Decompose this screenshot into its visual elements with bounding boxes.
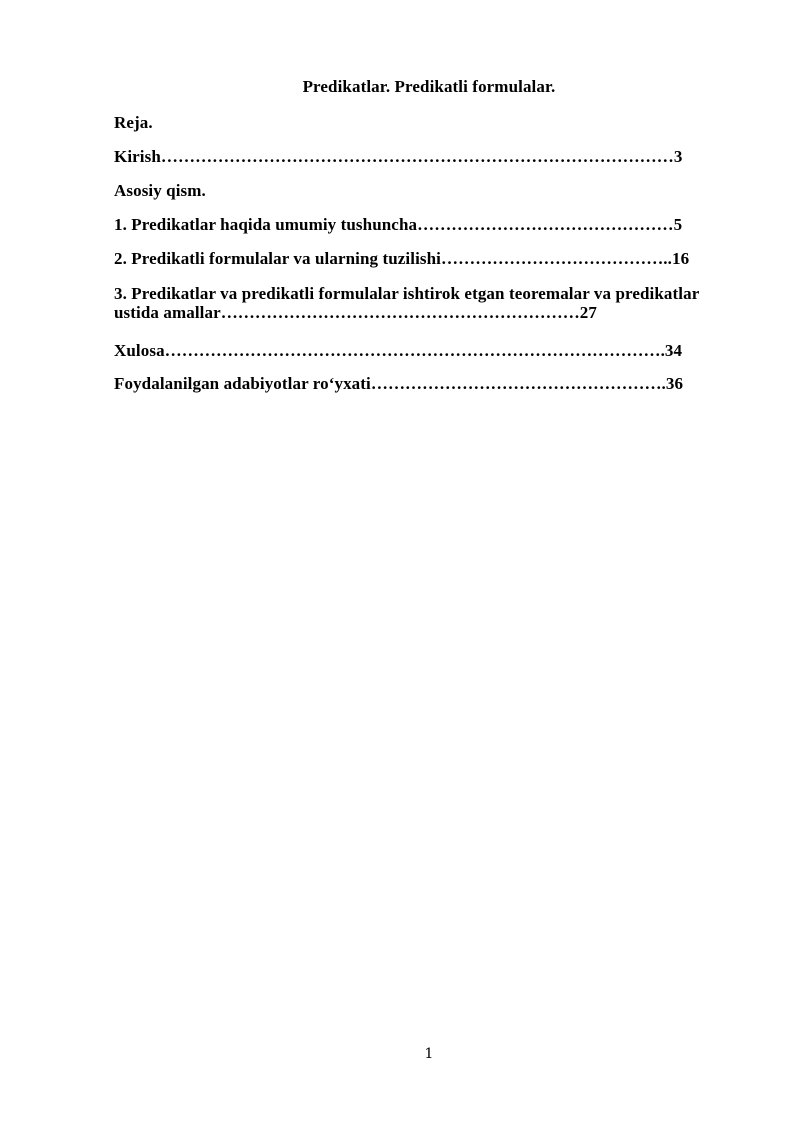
main-part-heading: Asosiy qism.	[114, 181, 206, 200]
page-number: 1	[424, 1046, 434, 1062]
toc-entry-conclusion: Xulosa…………………………………………………………………………….34	[114, 341, 683, 360]
toc-entry-section-3: 3. Predikatlar va predikatli formulalar ishtirok etgan teoremalar va predikatlar ustida amallar………………………………………………………27	[114, 284, 700, 322]
document-title: Predikatlar. Predikatli formulalar.	[302, 77, 556, 96]
plan-heading: Reja.	[114, 113, 153, 132]
toc-entry-section-2: 2. Predikatli formulalar va ularning tuzilishi…………………………………..16	[114, 249, 690, 268]
toc-entry-introduction: Kirish………………………………………………………………………………3	[114, 147, 683, 166]
toc-entry-section-1: 1. Predikatlar haqida umumiy tushuncha………………………………………5	[114, 215, 683, 234]
toc-entry-references: Foydalanilgan adabiyotlar ro‘yxati…………………………………………….36	[114, 374, 684, 393]
